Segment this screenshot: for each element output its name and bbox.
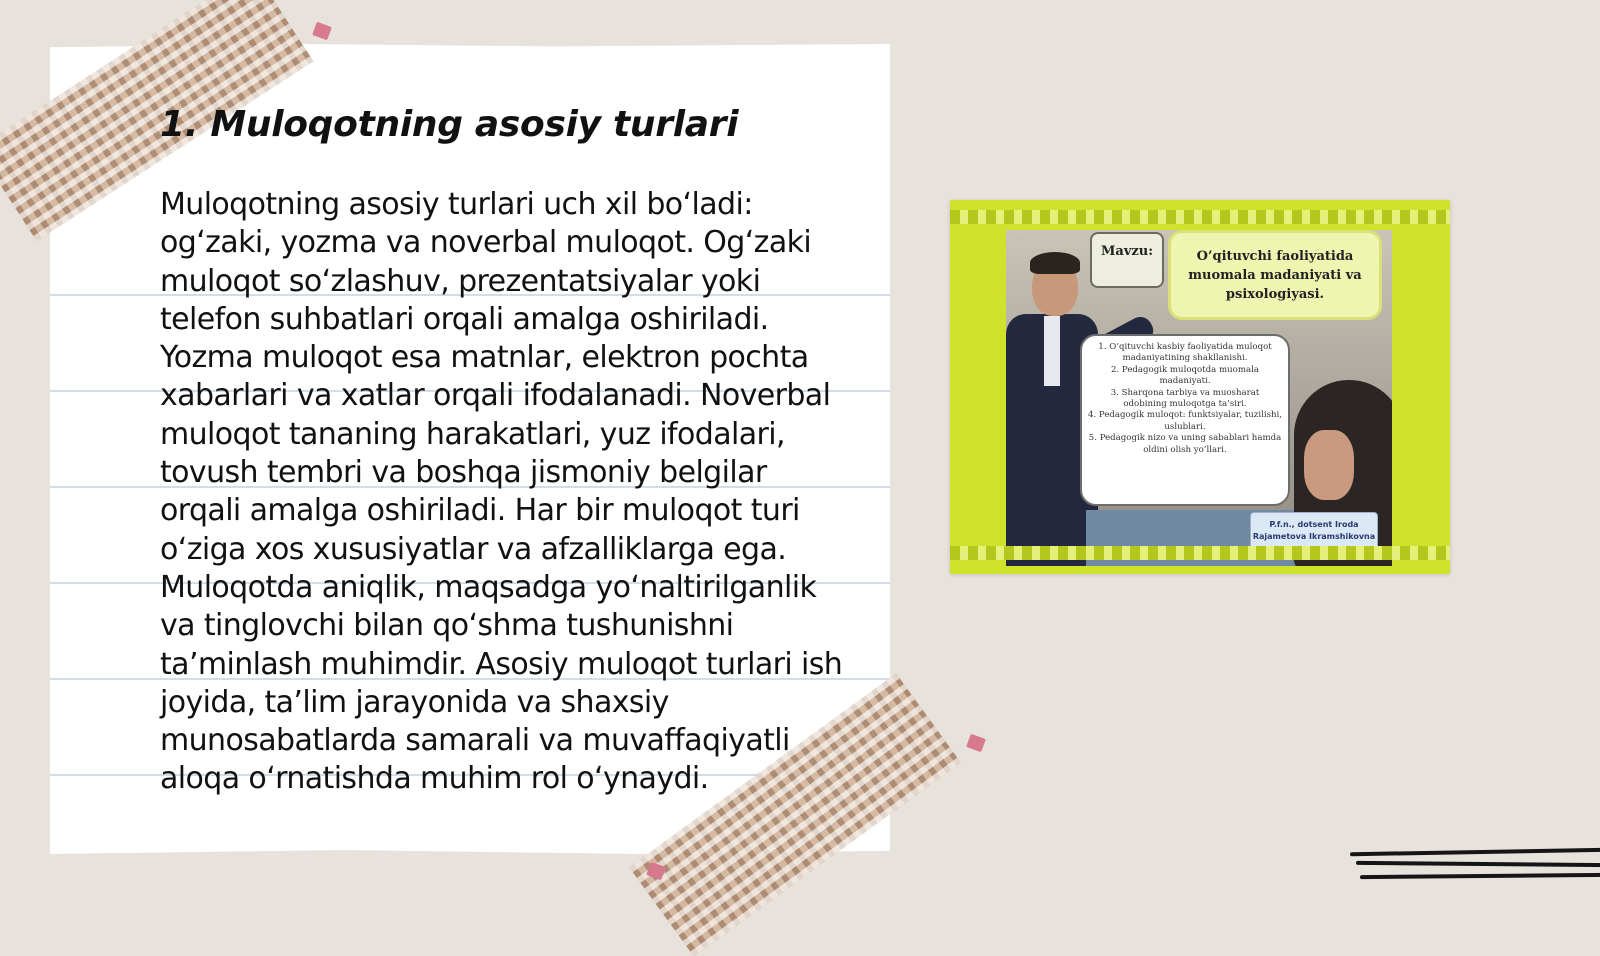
topic-slide-image: [950, 200, 1450, 574]
topic-list-item: 3. Sharqona tarbiya va muosharat odobining muloqotga ta’siri.: [1110, 387, 1260, 410]
teacher-hair: [1030, 252, 1080, 274]
decorative-brush-lines: [1350, 844, 1600, 884]
brush-line: [1350, 848, 1600, 857]
topic-list-item: 5. Pedagogik nizo va uning sabablari hamda oldini olish yo’llari.: [1088, 433, 1282, 455]
author-line: P.f.n., dotsent Iroda: [1269, 520, 1359, 529]
brush-line: [1360, 873, 1600, 879]
tape-pin: [312, 22, 332, 41]
tape-pin: [966, 734, 986, 753]
topic-list-item: 2. Pedagogik muloqotda muomala madaniyati.: [1111, 364, 1259, 387]
topic-list-item: 1. O’qituvchi kasbiy faoliyatida muloqot madaniyatining shakllanishi.: [1098, 342, 1272, 364]
topic-list-item: 4. Pedagogik muloqot: funktsiyalar, tuzilishi, uslublari.: [1088, 410, 1282, 432]
body-paragraph: Muloqotning asosiy turlari uch xil bo‘ladi: og‘zaki, yozma va noverbal muloqot. Og‘zaki muloqot so‘zlashuv, prezentatsiyalar yoki telefon suhbatlari orqali amalga oshiriladi. Yozma muloqot esa matnlar, elektron pochta xabarlari va xatlar orqali ifodalanadi. Noverbal muloqot tananing harakatlari, yuz ifodalari, tovush tembri va boshqa jismoniy belgilar orqali amalga oshiriladi. Har bir muloqot turi o‘ziga xos xususiyatlar va afzalliklarga ega. Muloqotda aniqlik, maqsadga yo‘naltirilganlik va tinglovchi bilan qo‘shma tushunishni ta’minlash muhimdir. Asosiy muloqot turlari ish joyida, ta’lim jarayonida va shaxsiy munosabatlarda samarali va muvaffaqiyatli aloqa o‘rnatishda muhim rol o‘ynaydi.: [160, 187, 843, 797]
topic-box: O’qituvchi faoliyatida muomala madaniyati va psixologiyasi.: [1168, 230, 1382, 320]
mavzu-label: Mavzu:: [1090, 232, 1164, 288]
slide-title: 1. Muloqotning asosiy turlari: [160, 104, 739, 145]
student-face: [1304, 430, 1354, 500]
brush-line: [1356, 861, 1600, 867]
decorative-border: [950, 546, 1450, 560]
decorative-border: [950, 210, 1450, 224]
topic-list: [1080, 334, 1290, 506]
author-line: Rajametova Ikramshikovna: [1252, 532, 1376, 541]
teacher-shirt: [1044, 316, 1060, 386]
